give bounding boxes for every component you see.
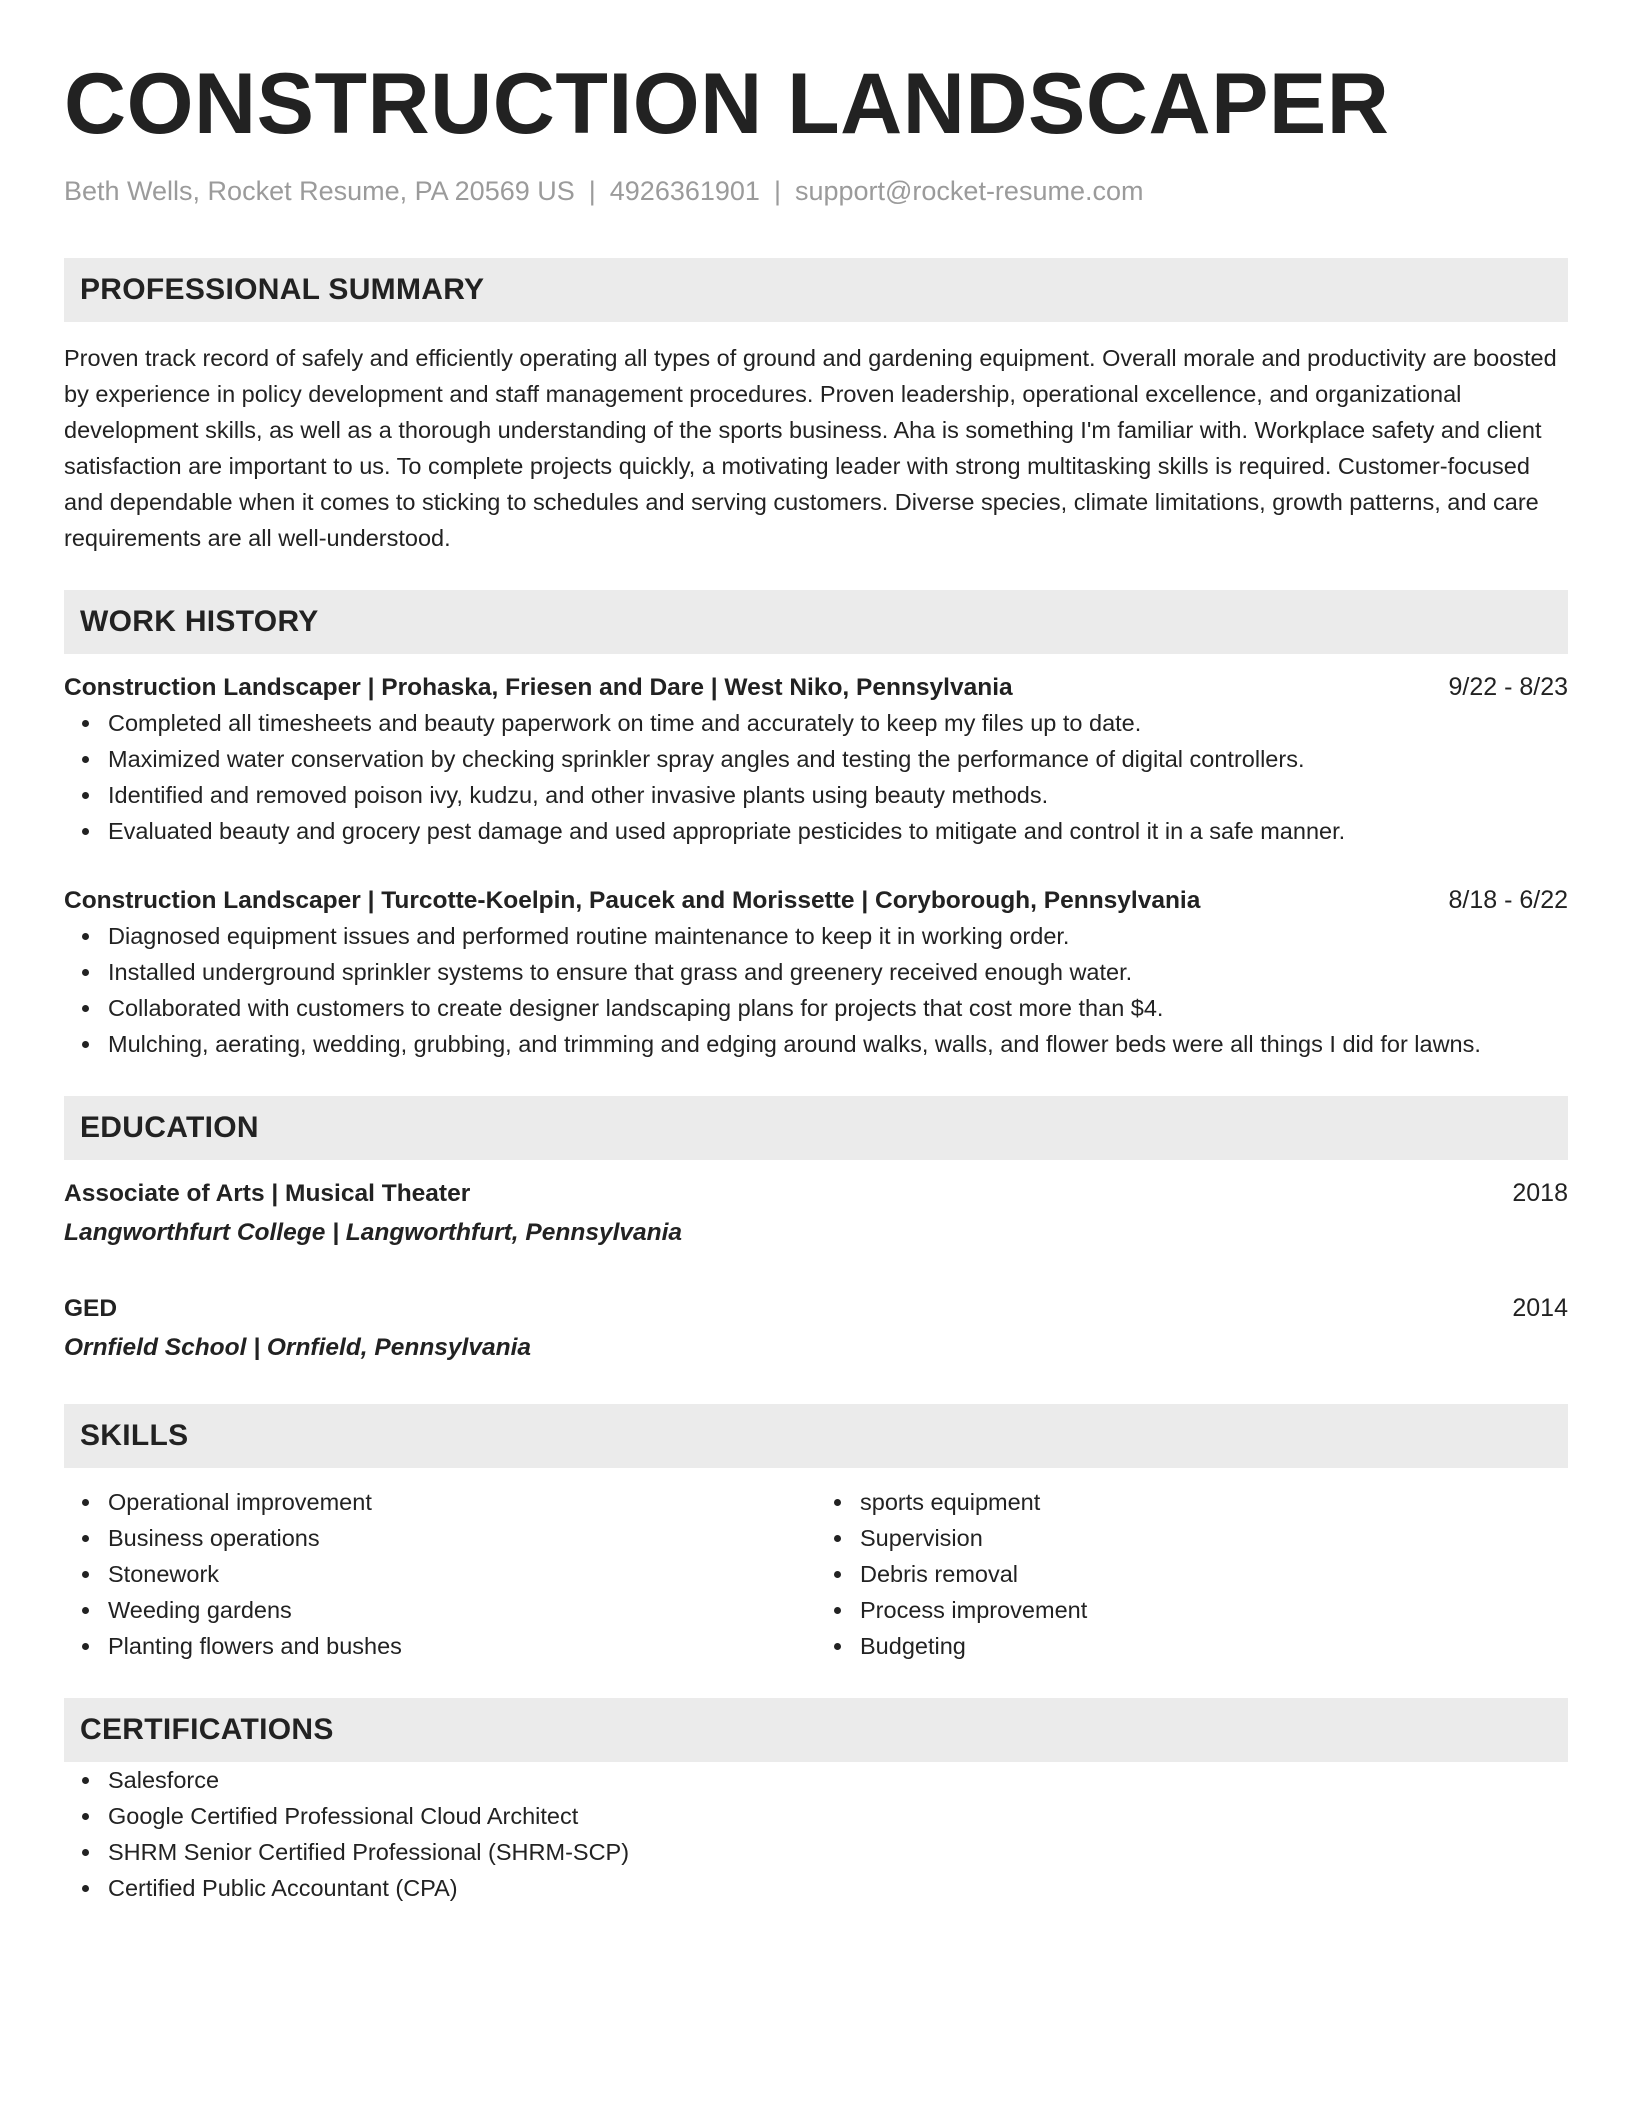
contact-email: support@rocket-resume.com — [794, 176, 1144, 206]
certification-item: SHRM Senior Certified Professional (SHRM-SCP) — [108, 1834, 1568, 1870]
education-school: Langworthfurt College | Langworthfurt, Pennsylvania — [64, 1219, 683, 1246]
education-school: Ornfield School | Ornfield, Pennsylvania — [64, 1334, 532, 1361]
contact-separator: | — [773, 176, 781, 206]
certification-item: Certified Public Accountant (CPA) — [108, 1870, 1568, 1906]
job-bullet: Maximized water conservation by checking sprinkler spray angles and testing the performance of digital controllers. — [108, 741, 1568, 777]
job-bullet: Diagnosed equipment issues and performed routine maintenance to keep it in working order. — [108, 918, 1568, 954]
skill-item: Operational improvement — [108, 1484, 816, 1520]
skills-column-right — [816, 1484, 1568, 1664]
job-bullet: Evaluated beauty and grocery pest damage and used appropriate pesticides to mitigate and control it in a safe manner. — [108, 813, 1568, 849]
job-title: Construction Landscaper | Prohaska, Friesen and Dare | West Niko, Pennsylvania — [64, 674, 1013, 701]
job-bullet: Collaborated with customers to create designer landscaping plans for projects that cost more than $4. — [108, 990, 1568, 1026]
certification-item: Salesforce — [108, 1762, 1568, 1798]
job-entry-1 — [64, 670, 1568, 705]
skills-list-left — [64, 1484, 816, 1664]
skill-item: Stonework — [108, 1556, 816, 1592]
work-history-heading: WORK HISTORY — [64, 590, 1568, 654]
education-degree: GED — [64, 1295, 118, 1322]
contact-address: Beth Wells, Rocket Resume, PA 20569 US — [64, 176, 575, 206]
job-bullet: Identified and removed poison ivy, kudzu, and other invasive plants using beauty methods. — [108, 777, 1568, 813]
summary-text: Proven track record of safely and efficiently operating all types of ground and gardening equipment. Overall morale and productivity are boosted by experience in policy development and staff management procedures. Proven leadership, operational excellence, and organizational development skills, as well as a thorough understanding of the sports business. Aha is something I'm familiar with. Workplace safety and client satisfaction are important to us. To complete projects quickly, a motivating leader with strong multitasking skills is required. Customer-focused and dependable when it comes to sticking to schedules and serving customers. Diverse species, climate limitations, growth patterns, and care requirements are all well-understood. — [64, 345, 1557, 551]
education-year: 2018 — [1512, 1179, 1568, 1207]
certifications-heading: CERTIFICATIONS — [64, 1698, 1568, 1762]
skills-list-right — [816, 1484, 1568, 1664]
job-bullet: Installed underground sprinkler systems to ensure that grass and greenery received enough water. — [108, 954, 1568, 990]
skill-item: Business operations — [108, 1520, 816, 1556]
skill-item: Weeding gardens — [108, 1592, 816, 1628]
job-dates: 9/22 - 8/23 — [1448, 673, 1568, 701]
job-dates: 8/18 - 6/22 — [1448, 886, 1568, 914]
certifications-list — [64, 1762, 1568, 1906]
education-year: 2014 — [1512, 1294, 1568, 1322]
skill-item: Debris removal — [860, 1556, 1568, 1592]
contact-separator: | — [588, 176, 596, 206]
education-degree: Associate of Arts | Musical Theater — [64, 1180, 471, 1207]
skill-item: Process improvement — [860, 1592, 1568, 1628]
summary-heading: PROFESSIONAL SUMMARY — [64, 258, 1568, 322]
job-entry-2 — [64, 883, 1568, 918]
education-heading: EDUCATION — [64, 1096, 1568, 1160]
resume-title: CONSTRUCTION LANDSCAPER — [64, 56, 1390, 152]
skills-grid — [64, 1484, 1568, 1664]
job-bullet: Completed all timesheets and beauty paperwork on time and accurately to keep my files up to date. — [108, 705, 1568, 741]
skills-heading: SKILLS — [64, 1404, 1568, 1468]
contact-line — [64, 174, 1568, 208]
job-1-bullets — [64, 705, 1568, 849]
education-entry-2 — [64, 1291, 1568, 1366]
skill-item: sports equipment — [860, 1484, 1568, 1520]
education-degree-row — [64, 1176, 1568, 1211]
contact-phone: 4926361901 — [609, 176, 760, 206]
job-2-bullets — [64, 918, 1568, 1062]
education-entry-1 — [64, 1176, 1568, 1251]
skill-item: Supervision — [860, 1520, 1568, 1556]
skills-column-left — [64, 1484, 816, 1664]
skill-item: Planting flowers and bushes — [108, 1628, 816, 1664]
skill-item: Budgeting — [860, 1628, 1568, 1664]
education-degree-row — [64, 1291, 1568, 1326]
job-title: Construction Landscaper | Turcotte-Koelpin, Paucek and Morissette | Coryborough, Pennsylvania — [64, 887, 1201, 914]
job-bullet: Mulching, aerating, wedding, grubbing, and trimming and edging around walks, walls, and flower beds were all things I did for lawns. — [108, 1026, 1568, 1062]
certification-item: Google Certified Professional Cloud Architect — [108, 1798, 1568, 1834]
